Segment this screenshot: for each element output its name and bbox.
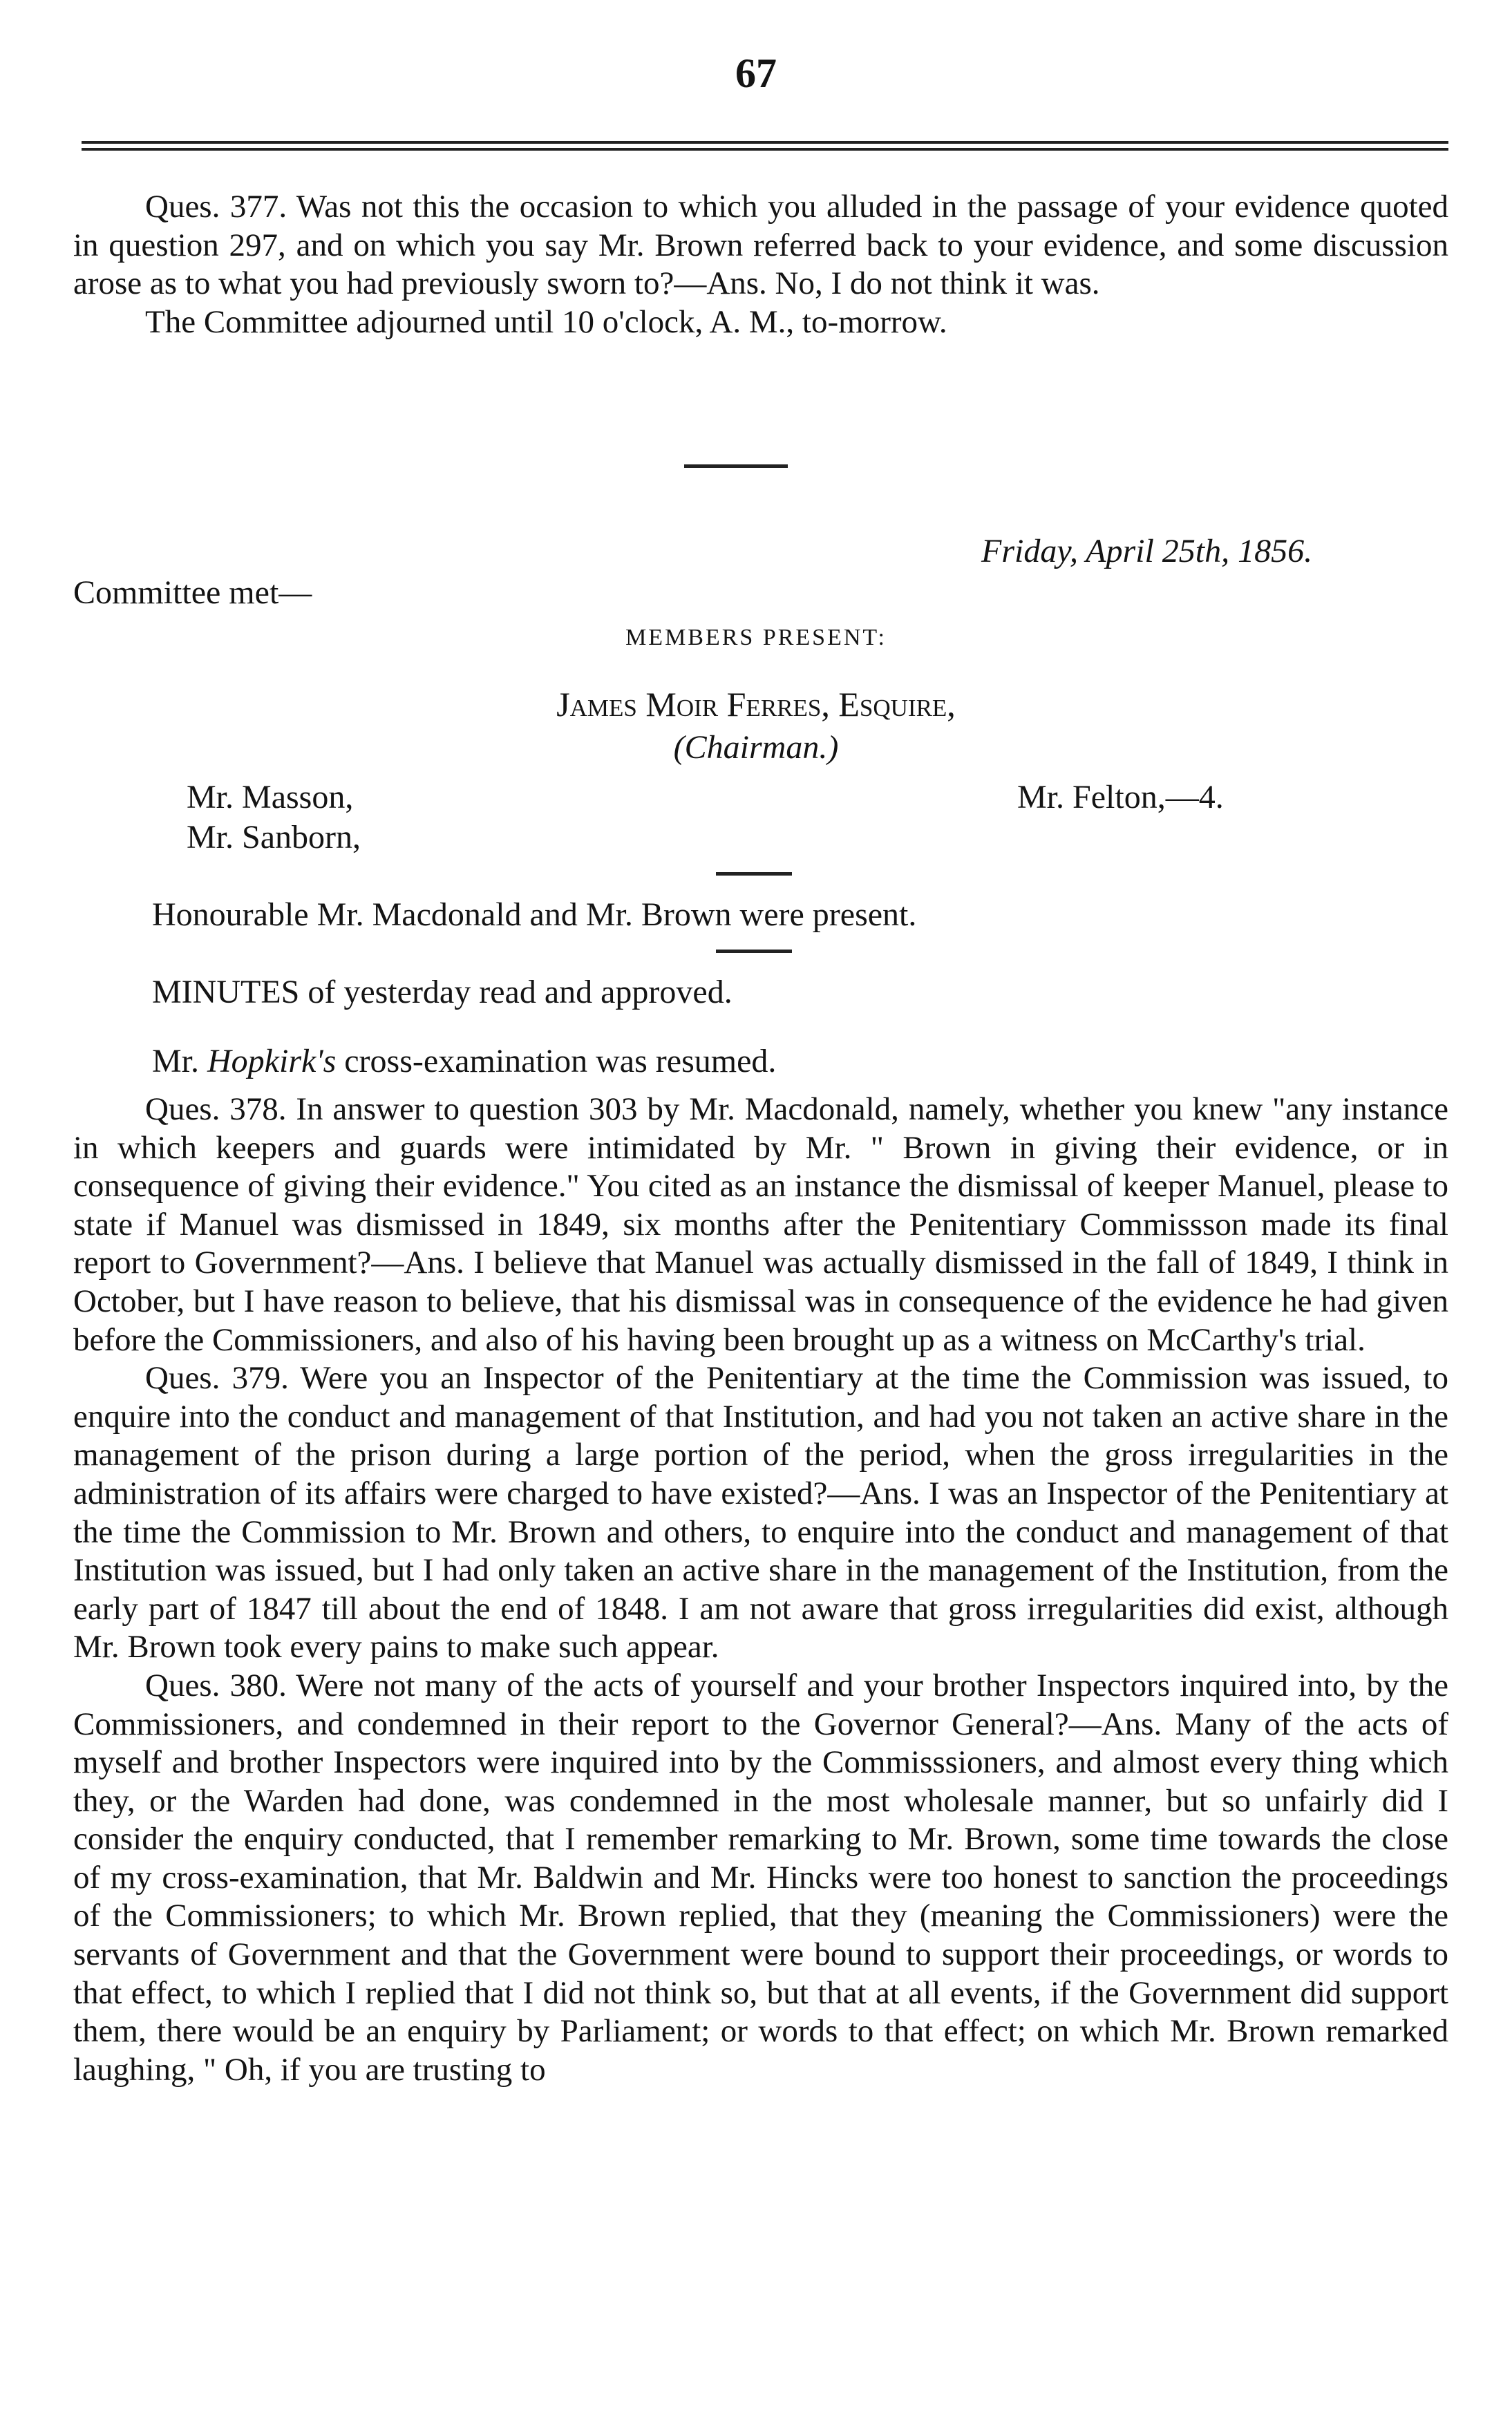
present-line: Honourable Mr. Macdonald and Mr. Brown were present.: [152, 896, 917, 933]
member-felton: Mr. Felton,—4.: [1017, 779, 1224, 815]
header-rule-top: [82, 141, 1448, 144]
resumed-text: cross-examination was resumed.: [344, 1043, 777, 1079]
question-380: Ques. 380. Were not many of the acts of yourself and your brother Inspectors inquired into, by the Commissioners, and condemned in their report to the Governor General?—Ans. Many of the acts of myself and brother Inspectors were inquired into by the Commisssioners, and almost every thing which they, or the Warden had done, was condemned in the most wholesale manner, but so unfairly did I consider the enquiry conducted, that I remember remarking to Mr. Brown, some time towards the close of my cross-examination, that Mr. Baldwin and Mr. Hincks were too honest to sanction the proceedings of the Commissioners; to which Mr. Brown replied, that they (meaning the Commissioners) were the servants of Government and that the Government were bound to support their proceedings, or words to that effect, to which I replied that I did not think so, but that at all events, if the Government did support them, there would be an enquiry by Parliament; or words to that effect; on which Mr. Brown remarked laughing, " Oh, if you are trusting to: [73, 1667, 1448, 2088]
question-378: Ques. 378. In answer to question 303 by Mr. Macdonald, namely, whether you knew "any instance in which keepers and guards were intimidated by Mr. " Brown in giving their evidence, or in consequence of giving their evidence." You cited as an instance the dismissal of keeper Manuel, please to state if Manuel was dismissed in 1849, six months after the Penitentiary Commissson made its final report to Government?—Ans. I believe that Manuel was actually dismissed in the fall of 1849, I think in October, but I have reason to believe, that his dismissal was in consequence of the evidence he had given before the Commissioners, and also of his having been brought up as a witness on McCarthy's trial.: [73, 1091, 1448, 1358]
chairman-name: James Moir Ferres, Esquire,: [556, 685, 956, 724]
page-number: 67: [735, 50, 777, 96]
member-sanborn: Mr. Sanborn,: [187, 819, 361, 856]
witness-name: Hopkirk's: [207, 1043, 337, 1079]
questions-block: [73, 1090, 1448, 2089]
cross-examination-resumed: [152, 1042, 776, 1080]
committee-met: Committee met—: [73, 574, 312, 611]
question-377-block: [73, 188, 1448, 341]
header-rule-bottom: [82, 148, 1448, 151]
adjournment-note: The Committee adjourned until 10 o'clock, A. M., to-morrow.: [145, 303, 947, 340]
question-377: Ques. 377. Was not this the occasion to which you alluded in the passage of your evidence quoted in question 297, and on which you say Mr. Brown referred back to your evidence, and some discussion arose as to what you had previously sworn to?—Ans. No, I do not think it was.: [73, 189, 1448, 302]
section-divider: [684, 464, 788, 468]
divider-members: [716, 872, 792, 876]
divider-minutes: [716, 950, 792, 953]
meeting-date: Friday, April 25th, 1856.: [981, 533, 1313, 569]
question-379: Ques. 379. Were you an Inspector of the Penitentiary at the time the Commission was issued, to enquire into the conduct and management of that Institution, and had you not taken an active share in the management of the prison during a large portion of the period, when the gross irregularities in the administration of its affairs were charged to have existed?—Ans. I was an Inspector of the Penitentiary at the time the Commission to Mr. Brown and others, to enquire into the conduct and management of that Institution was issued, but I had only taken an active share in the management of the Institution, from the early part of 1847 till about the end of 1848. I am not aware that gross irregularities did exist, although Mr. Brown took every pains to make such appear.: [73, 1360, 1448, 1665]
members-present-heading: MEMBERS PRESENT:: [625, 625, 887, 650]
resumed-prefix: Mr.: [152, 1043, 200, 1079]
member-masson: Mr. Masson,: [187, 779, 354, 815]
minutes-line: MINUTES of yesterday read and approved.: [152, 974, 733, 1010]
chairman-role: (Chairman.): [673, 729, 839, 766]
